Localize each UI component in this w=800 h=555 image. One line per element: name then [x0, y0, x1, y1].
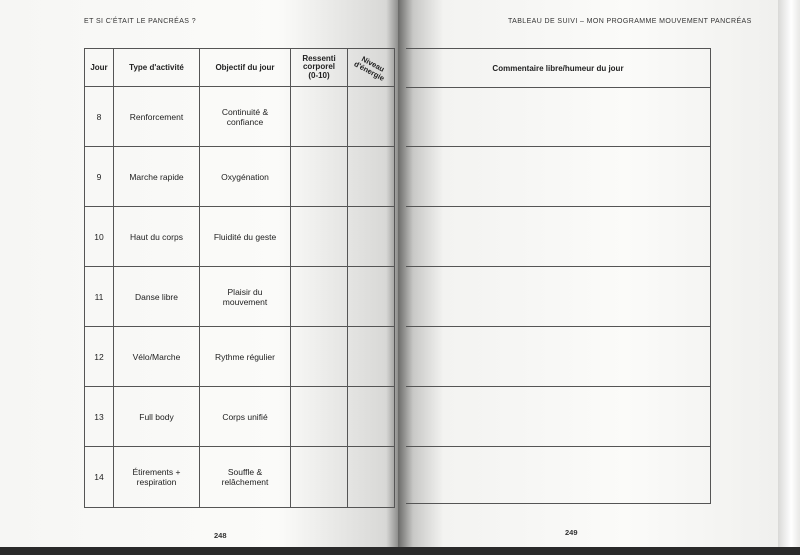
- objective-cell: [200, 447, 291, 508]
- objective-text: Fluidité du geste: [213, 231, 277, 242]
- activity-cell: Marche rapide: [114, 147, 200, 207]
- feeling-cell: [291, 327, 348, 387]
- page-number-left: 248: [214, 531, 227, 540]
- comment-table: [406, 48, 710, 503]
- table-row: [85, 387, 395, 447]
- objective-text: Plaisir du mouvement: [222, 286, 268, 307]
- comment-header: Commentaire libre/humeur du jour: [406, 48, 711, 88]
- running-head-right: TABLEAU DE SUIVI – MON PROGRAMME MOUVEMENT PANCRÉAS: [508, 18, 752, 25]
- table-row: [85, 267, 395, 327]
- comment-row: [406, 326, 711, 387]
- objective-text: Corps unifié: [222, 411, 268, 422]
- comment-row: [406, 386, 711, 447]
- objective-text: Oxygénation: [221, 171, 269, 182]
- book-edge: [778, 0, 800, 555]
- table-row: [85, 87, 395, 147]
- objective-cell: [200, 207, 291, 267]
- comment-row: [406, 86, 711, 147]
- energy-cell: [348, 327, 395, 387]
- header-energy-label: Niveau d'énergie: [352, 53, 387, 83]
- activity-cell: Danse libre: [114, 267, 200, 327]
- energy-cell: [348, 147, 395, 207]
- feeling-cell: [291, 267, 348, 327]
- energy-cell: [348, 267, 395, 327]
- table-row: [85, 327, 395, 387]
- day-cell: 8: [85, 87, 114, 147]
- objective-cell: [200, 327, 291, 387]
- table-row: [85, 447, 395, 508]
- feeling-cell: [291, 207, 348, 267]
- energy-cell: [348, 207, 395, 267]
- left-page: [0, 0, 398, 555]
- energy-cell: [348, 387, 395, 447]
- activity-cell: Renforcement: [114, 87, 200, 147]
- header-day: Jour: [85, 49, 114, 87]
- book-shadow: [0, 547, 800, 555]
- day-cell: 12: [85, 327, 114, 387]
- table-row: [85, 207, 395, 267]
- day-cell: 10: [85, 207, 114, 267]
- comment-row: [406, 206, 711, 267]
- activity-cell: [114, 447, 200, 508]
- activity-cell: Full body: [114, 387, 200, 447]
- page-number-right: 249: [565, 528, 578, 537]
- running-head-left: ET SI C'ÉTAIT LE PANCRÉAS ?: [84, 18, 196, 25]
- feeling-cell: [291, 387, 348, 447]
- header-feeling-label: Ressenti corporel (0-10): [302, 53, 336, 80]
- day-cell: 11: [85, 267, 114, 327]
- objective-text: Souffle & relâchement: [221, 467, 269, 487]
- day-cell: 13: [85, 387, 114, 447]
- activity-cell: Haut du corps: [114, 207, 200, 267]
- objective-text: Rythme régulier: [215, 351, 275, 362]
- comment-row: [406, 146, 711, 207]
- objective-cell: [200, 387, 291, 447]
- energy-cell: [348, 87, 395, 147]
- activity-cell: Vélo/Marche: [114, 327, 200, 387]
- tracking-table-left: [84, 48, 395, 508]
- feeling-cell: [291, 87, 348, 147]
- energy-cell: [348, 447, 395, 508]
- objective-cell: [200, 147, 291, 207]
- header-feeling: [291, 49, 348, 87]
- comment-row: [406, 266, 711, 327]
- header-energy: [348, 49, 395, 87]
- objective-cell: [200, 87, 291, 147]
- feeling-cell: [291, 147, 348, 207]
- day-cell: 14: [85, 447, 114, 508]
- activity-text: Étirements + respiration: [132, 467, 181, 487]
- objective-text: Continuité & confiance: [221, 106, 269, 127]
- feeling-cell: [291, 447, 348, 508]
- objective-cell: [200, 267, 291, 327]
- day-cell: 9: [85, 147, 114, 207]
- header-objective: Objectif du jour: [200, 49, 291, 87]
- table-row: [85, 147, 395, 207]
- header-activity: Type d'activité: [114, 49, 200, 87]
- comment-row: [406, 446, 711, 504]
